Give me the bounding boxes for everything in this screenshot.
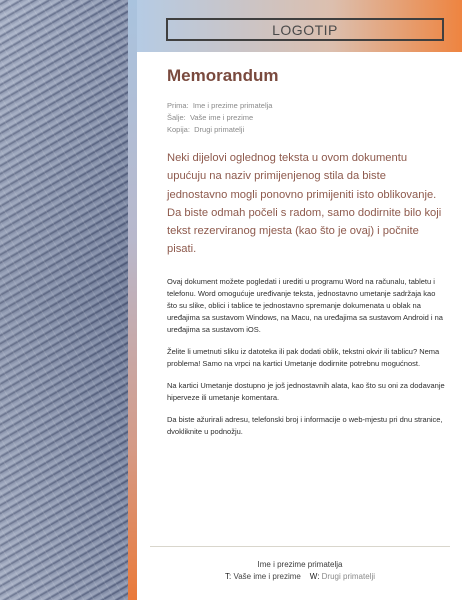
cc-row (167, 124, 447, 136)
from-label: Šalje: (167, 113, 186, 122)
cc-label: Kopija: (167, 125, 190, 134)
page-footer[interactable] (150, 559, 450, 583)
footer-divider (150, 546, 450, 547)
from-value[interactable]: Vaše ime i prezime (189, 113, 254, 122)
body-paragraph[interactable]: Da biste ažurirali adresu, telefonski broj i informacije o web-mjestu pri dnu stranice, dvokliknite u podnožju. (167, 414, 443, 436)
footer-w-label: W: (309, 572, 320, 581)
lead-paragraph[interactable]: Neki dijelovi oglednog teksta u ovom dokumentu upućuju na naziv primijenjenog stila da biste jednostavno mogli ponovno primijeniti isto oblikovanje. Da biste odmah počeli s radom, samo dodirnite bilo koji tekst rezerviranog mjesta (kao što je ovaj) i počnite pisati. (167, 152, 442, 256)
logo-placeholder[interactable] (166, 18, 444, 41)
footer-w-value: Drugi primatelji (321, 572, 376, 581)
to-value[interactable]: Ime i prezime primatelja (192, 101, 273, 110)
accent-bar (128, 0, 137, 600)
footer-name: Ime i prezime primatelja (257, 560, 343, 569)
body-paragraph[interactable]: Na kartici Umetanje dostupno je još jednostavnih alata, kao što su oni za dodavanje hiperveze ili umetanje komentara. (167, 380, 445, 402)
footer-t-value: Vaše ime i prezime (233, 572, 301, 581)
body-text (167, 276, 447, 438)
body-paragraph[interactable]: Ovaj dokument možete pogledati i urediti u programu Word na računalu, tabletu i telefonu. Word omogućuje uređivanje teksta, jednostavno umetanje sadržaja kao što su slike, oblici i tablice te jednostavno spremanje dokumenata u oblak na uređajima sa sustavom Windows, na Macu, na uređajima sa sustavom Android i na uređajima sa sustavom iOS. (167, 276, 443, 334)
body-paragraph[interactable]: Želite li umetnuti sliku iz datoteka ili pak dodati oblik, tekstni okvir ili tablicu? Nema problema! Samo na vrpci na kartici Umetanje dodirnite potrebnu mogućnost. (167, 346, 440, 368)
to-label: Prima: (167, 101, 189, 110)
decorative-photo (0, 0, 128, 600)
cc-value[interactable]: Drugi primatelji (194, 125, 245, 134)
to-row (167, 100, 447, 112)
footer-contact (150, 571, 450, 583)
from-row (167, 112, 447, 124)
footer-t-label: T: (224, 572, 232, 581)
memo-content (167, 66, 447, 448)
memo-meta (167, 100, 447, 136)
logo-text: LOGOTIP (272, 21, 338, 38)
memo-title[interactable]: Memorandum (167, 66, 279, 85)
